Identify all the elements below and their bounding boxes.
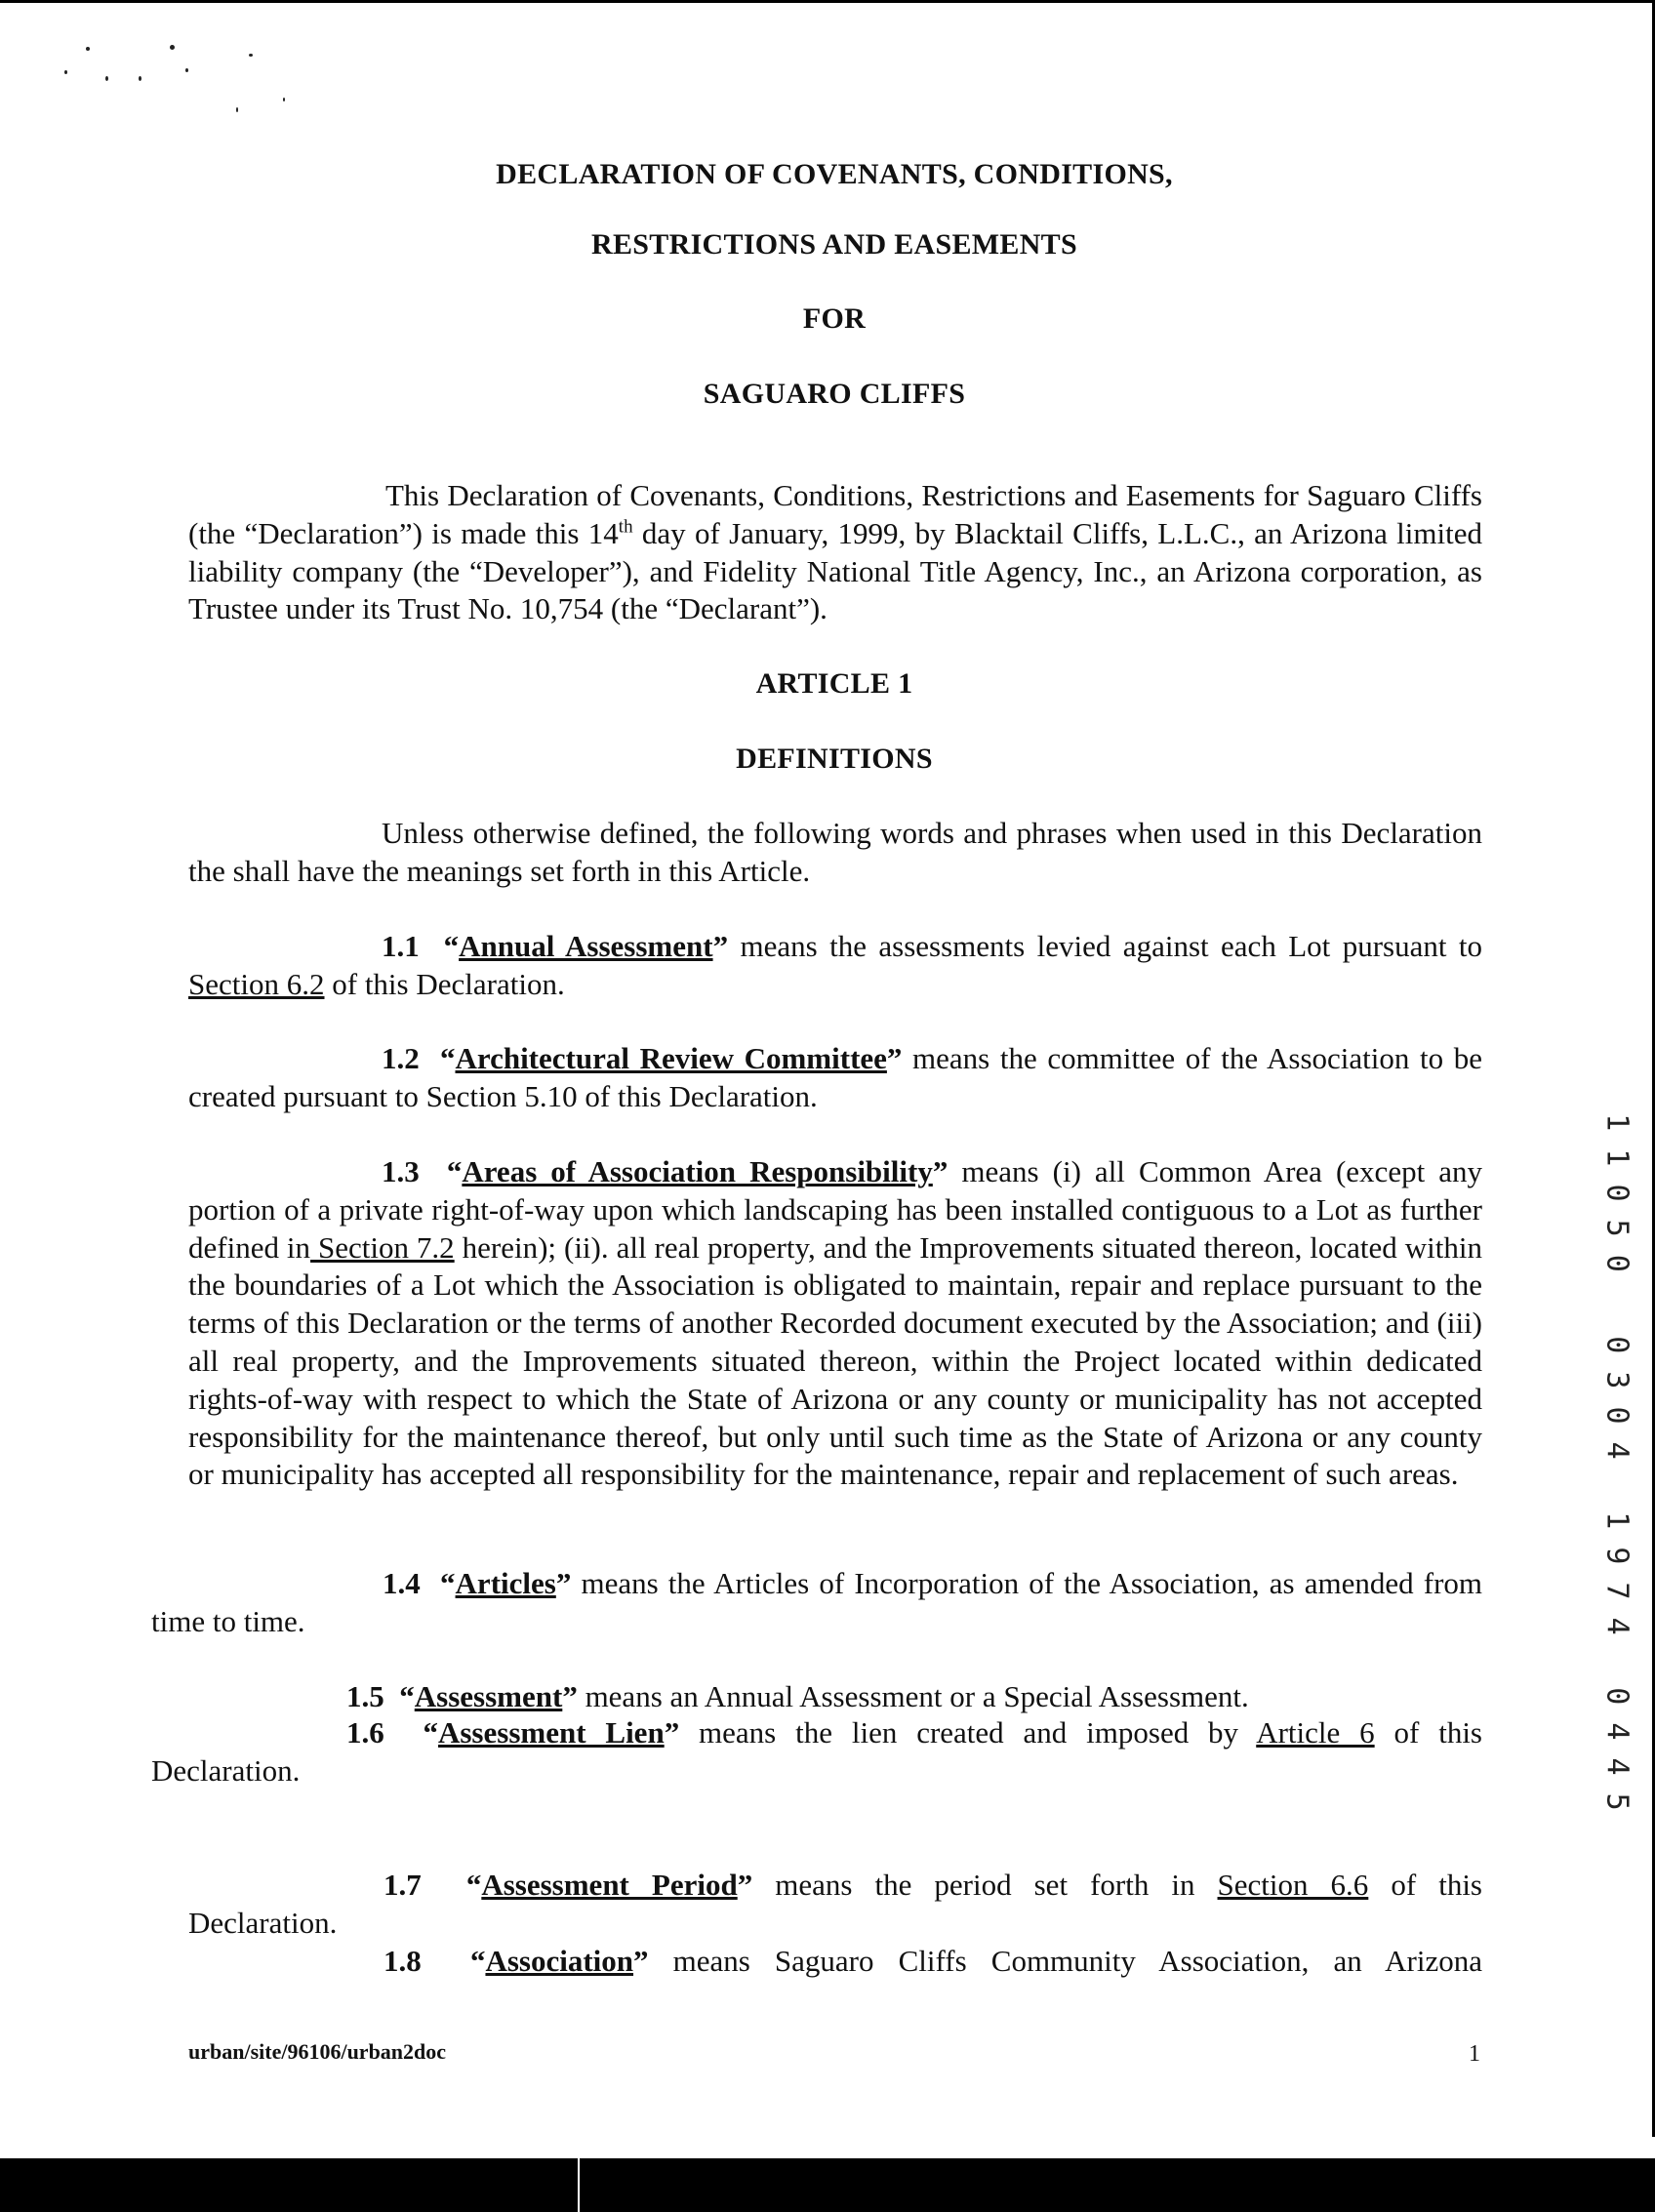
definition-1-8: 1.8 “Association” means Saguaro Cliffs Community Association, an Arizona <box>383 1944 1482 1978</box>
scan-top-edge <box>0 0 1655 3</box>
document-title-line-4: SAGUARO CLIFFS <box>703 378 966 410</box>
document-title-line-3: FOR <box>802 302 867 335</box>
definitions-intro: Unless otherwise defined, the following words and phrases when used in this Declaration the shall have the meanings set forth in this Article. <box>188 816 1482 888</box>
definition-1-7: 1.7 “Assessment Period” means the period set forth in Section 6.6 of this Declaration. <box>188 1868 1482 1940</box>
definition-1-4: 1.4 “Articles” means the Articles of Incorporation of the Association, as amended from time to time. <box>151 1566 1483 1638</box>
intro-paragraph: This Declaration of Covenants, Conditions, Restrictions and Easements for Saguaro Cliffs (the “Declaration”) is made this 14th day of January, 1999, by Blacktail Cliffs, L.L.C., an Arizona limited liability company (the “Developer”), and Fidelity National Title Agency, Inc., an Arizona corporation, as Trustee under its Trust No. 10,754 (the “Declarant”). <box>188 478 1482 626</box>
scan-bottom-edge <box>0 2158 1655 2212</box>
definition-1-2: 1.2 “Architectural Review Committee” means the committee of the Association to be created pursuant to Section 5.10 of this Declaration. <box>188 1041 1482 1113</box>
article-number: ARTICLE 1 <box>755 667 913 700</box>
stamp-group-4: 0 4 4 5 <box>1599 1687 1635 1811</box>
page-number: 1 <box>1469 2041 1480 2067</box>
definition-1-1: 1.1 “Annual Assessment” means the assessments levied against each Lot pursuant to Section 6.2 of this Declaration. <box>188 929 1482 1001</box>
scan-specks <box>49 39 342 127</box>
document-title-line-1: DECLARATION OF COVENANTS, CONDITIONS, <box>496 158 1173 190</box>
margin-stamp <box>1593 1113 1641 1839</box>
footer-file-path: urban/site/96106/urban2doc <box>188 2039 447 2064</box>
stamp-group-3: 1 9 7 4 <box>1599 1511 1635 1635</box>
article-name: DEFINITIONS <box>736 743 933 775</box>
document-title-line-2: RESTRICTIONS AND EASEMENTS <box>591 228 1077 261</box>
definition-1-5: 1.5 “Assessment” means an Annual Assessment or a Special Assessment. <box>346 1679 1249 1713</box>
definition-1-6: 1.6 “Assessment Lien” means the lien created and imposed by Article 6 of this Declaration. <box>151 1715 1482 1788</box>
definition-1-3: 1.3 “Areas of Association Responsibility” means (i) all Common Area (except any portion of a private right-of-way upon which landscaping has been installed contiguous to a Lot as further defined in Section 7.2 herein); (ii). all real property, and the Improvements situated thereon, located within the boundaries of a Lot which the Association is obligated to maintain, repair and replace pursuant to the terms of this Declaration or the terms of another Recorded document executed by the Association; and (iii) all real property, and the Improvements situated thereon, within the Project located within dedicated rights-of-way with respect to which the State of Arizona or any county or municipality has not accepted responsibility for the maintenance thereof, but only until such time as the State of Arizona or any county or municipality has accepted all responsibility for the maintenance, repair and replacement of such areas. <box>188 1154 1482 1492</box>
stamp-group-2: 0 3 0 4 <box>1599 1336 1635 1460</box>
stamp-group-1: 1 1 0 5 0 <box>1599 1113 1635 1272</box>
